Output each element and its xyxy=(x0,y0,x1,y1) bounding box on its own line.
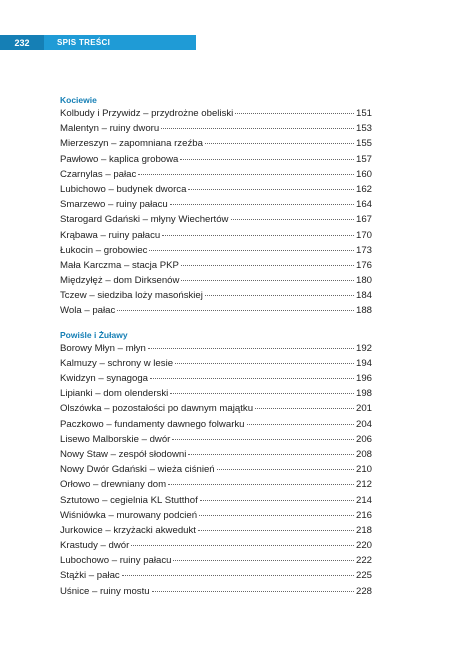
entry-label: Wola – pałac xyxy=(60,305,116,317)
entry-page-number: 164 xyxy=(355,199,372,211)
toc-entry xyxy=(60,568,372,583)
dot-leader xyxy=(149,250,354,251)
entry-label: Orłowo – drewniany dom xyxy=(60,479,167,491)
entry-label: Lisewo Malborskie – dwór xyxy=(60,433,171,445)
entry-label: Kwidzyn – synagoga xyxy=(60,373,148,384)
entry-label: Mała Karczma – stacja PKP xyxy=(60,259,179,271)
toc-entry xyxy=(60,167,372,182)
toc-entry xyxy=(60,584,372,599)
entry-page-number: 157 xyxy=(355,153,372,165)
toc-entry xyxy=(60,538,372,553)
entry-label: Mierzeszyn – zapomniana rzeźba xyxy=(60,138,203,150)
dot-leader xyxy=(247,424,354,425)
section-title: Powiśle i Żuławy xyxy=(60,329,128,340)
dot-leader xyxy=(205,143,354,144)
entry-page-number: 167 xyxy=(355,214,372,226)
entry-page-number: 180 xyxy=(355,275,372,287)
toc-entry xyxy=(60,197,372,212)
dot-leader xyxy=(199,515,354,516)
toc-entry xyxy=(60,288,372,303)
entry-label: Jurkowice – krzyżacki akwedukt xyxy=(60,524,196,536)
entry-page-number: 198 xyxy=(355,388,372,400)
toc-section xyxy=(60,94,372,319)
toc-entry xyxy=(60,121,372,136)
toc-entry xyxy=(60,303,372,318)
entry-label: Nowy Staw – zespół słodowni xyxy=(60,448,187,460)
entry-label: Tczew – siedziba loży masońskiej xyxy=(60,290,203,302)
entry-page-number: 218 xyxy=(355,524,372,536)
entry-page-number: 228 xyxy=(355,585,372,597)
entry-label: Krastudy – dwór xyxy=(60,540,130,552)
dot-leader xyxy=(122,575,354,576)
entry-label: Malentyn – ruiny dworu xyxy=(60,123,160,135)
entry-label: Kalmuzy – schrony w lesie xyxy=(60,357,174,369)
toc-entry xyxy=(60,341,372,356)
entry-label: Starogard Gdański – młyny Wiechertów xyxy=(60,214,229,226)
entry-page-number: 188 xyxy=(355,305,372,317)
toc-entry xyxy=(60,258,372,273)
entry-page-number: 196 xyxy=(355,373,372,384)
entry-label: Stążki – pałac xyxy=(60,570,120,582)
entry-label: Krąbawa – ruiny pałacu xyxy=(60,229,161,241)
dot-leader xyxy=(138,174,354,175)
toc-entry xyxy=(60,356,372,371)
entry-label: Międzyłęż – dom Dirksenów xyxy=(60,275,180,287)
entry-label: Nowy Dwór Gdański – wieża ciśnień xyxy=(60,464,215,476)
toc-entry xyxy=(60,477,372,492)
toc-entry xyxy=(60,523,372,538)
toc-entry xyxy=(60,136,372,151)
toc-section xyxy=(60,329,372,599)
dot-leader xyxy=(235,113,354,114)
section-title: Kociewie xyxy=(60,95,97,105)
entry-page-number: 216 xyxy=(355,509,372,521)
entry-page-number: 160 xyxy=(355,168,372,180)
dot-leader xyxy=(150,378,354,379)
entry-page-number: 212 xyxy=(355,479,372,491)
entry-page-number: 176 xyxy=(355,259,372,271)
dot-leader xyxy=(231,219,354,220)
dot-leader xyxy=(168,484,354,485)
toc-entry xyxy=(60,212,372,227)
toc-entry xyxy=(60,228,372,243)
dot-leader xyxy=(181,280,354,281)
toc-entry xyxy=(60,417,372,432)
entry-label: Lubichowo – budynek dworca xyxy=(60,183,187,195)
dot-leader xyxy=(198,530,354,531)
dot-leader xyxy=(255,408,354,409)
entry-page-number: 170 xyxy=(355,229,372,241)
entry-page-number: 184 xyxy=(355,290,372,302)
dot-leader xyxy=(172,439,354,440)
dot-leader xyxy=(131,545,354,546)
entry-page-number: 201 xyxy=(355,403,372,415)
dot-leader xyxy=(175,363,354,364)
entry-page-number: 194 xyxy=(355,357,372,369)
dot-leader xyxy=(217,469,354,470)
toc-entry xyxy=(60,432,372,447)
toc-entry xyxy=(60,508,372,523)
running-head: SPIS TREŚCI xyxy=(57,38,111,47)
toc-entry xyxy=(60,371,372,386)
entry-page-number: 220 xyxy=(355,540,372,552)
dot-leader xyxy=(162,235,354,236)
dot-leader xyxy=(188,454,354,455)
dot-leader xyxy=(170,393,354,394)
toc-entry xyxy=(60,243,372,258)
entry-label: Paczkowo – fundamenty dawnego folwarku xyxy=(60,418,245,430)
entry-page-number: 206 xyxy=(355,433,372,445)
toc-entry xyxy=(60,401,372,416)
dot-leader xyxy=(117,310,354,311)
entry-page-number: 192 xyxy=(355,342,372,354)
entry-page-number: 151 xyxy=(355,108,372,119)
dot-leader xyxy=(148,348,354,349)
entry-page-number: 222 xyxy=(355,555,372,567)
dot-leader xyxy=(170,204,354,205)
entry-page-number: 162 xyxy=(355,183,372,195)
dot-leader xyxy=(181,265,354,266)
entry-page-number: 225 xyxy=(355,570,372,582)
entry-label: Uśnice – ruiny mostu xyxy=(60,585,150,597)
entry-label: Kolbudy i Przywidz – przydrożne obeliski xyxy=(60,108,234,119)
dot-leader xyxy=(161,128,354,129)
entry-label: Borowy Młyn – młyn xyxy=(60,342,146,354)
dot-leader xyxy=(173,560,354,561)
entry-label: Lipianki – dom olenderski xyxy=(60,388,169,400)
entry-page-number: 208 xyxy=(355,448,372,460)
dot-leader xyxy=(180,159,354,160)
entry-page-number: 155 xyxy=(355,138,372,150)
toc-entry xyxy=(60,386,372,401)
toc-entry xyxy=(60,462,372,477)
entry-label: Olszówka – pozostałości po dawnym majątku xyxy=(60,403,254,415)
entry-page-number: 210 xyxy=(355,464,372,476)
entry-label: Pawłowo – kaplica grobowa xyxy=(60,153,179,165)
dot-leader xyxy=(152,591,354,592)
toc-entry xyxy=(60,553,372,568)
dot-leader xyxy=(200,500,354,501)
entry-label: Smarzewo – ruiny pałacu xyxy=(60,199,168,211)
entry-page-number: 214 xyxy=(355,494,372,506)
toc-entry xyxy=(60,273,372,288)
entry-label: Lubochowo – ruiny pałacu xyxy=(60,555,172,567)
entry-label: Łukocin – grobowiec xyxy=(60,244,148,256)
toc-entry xyxy=(60,447,372,462)
entry-page-number: 153 xyxy=(355,123,372,135)
toc-entry xyxy=(60,182,372,197)
entry-page-number: 204 xyxy=(355,418,372,430)
toc-entry xyxy=(60,106,372,121)
entry-label: Wiśniówka – murowany podcień xyxy=(60,509,198,521)
dot-leader xyxy=(188,189,354,190)
page-number: 232 xyxy=(0,35,44,50)
entry-label: Sztutowo – cegielnia KL Stutthof xyxy=(60,494,198,506)
entry-label: Czarnylas – pałac xyxy=(60,168,137,180)
entry-page-number: 173 xyxy=(355,244,372,256)
table-of-contents xyxy=(60,94,372,599)
toc-entry xyxy=(60,493,372,508)
toc-entry xyxy=(60,152,372,167)
dot-leader xyxy=(205,295,354,296)
